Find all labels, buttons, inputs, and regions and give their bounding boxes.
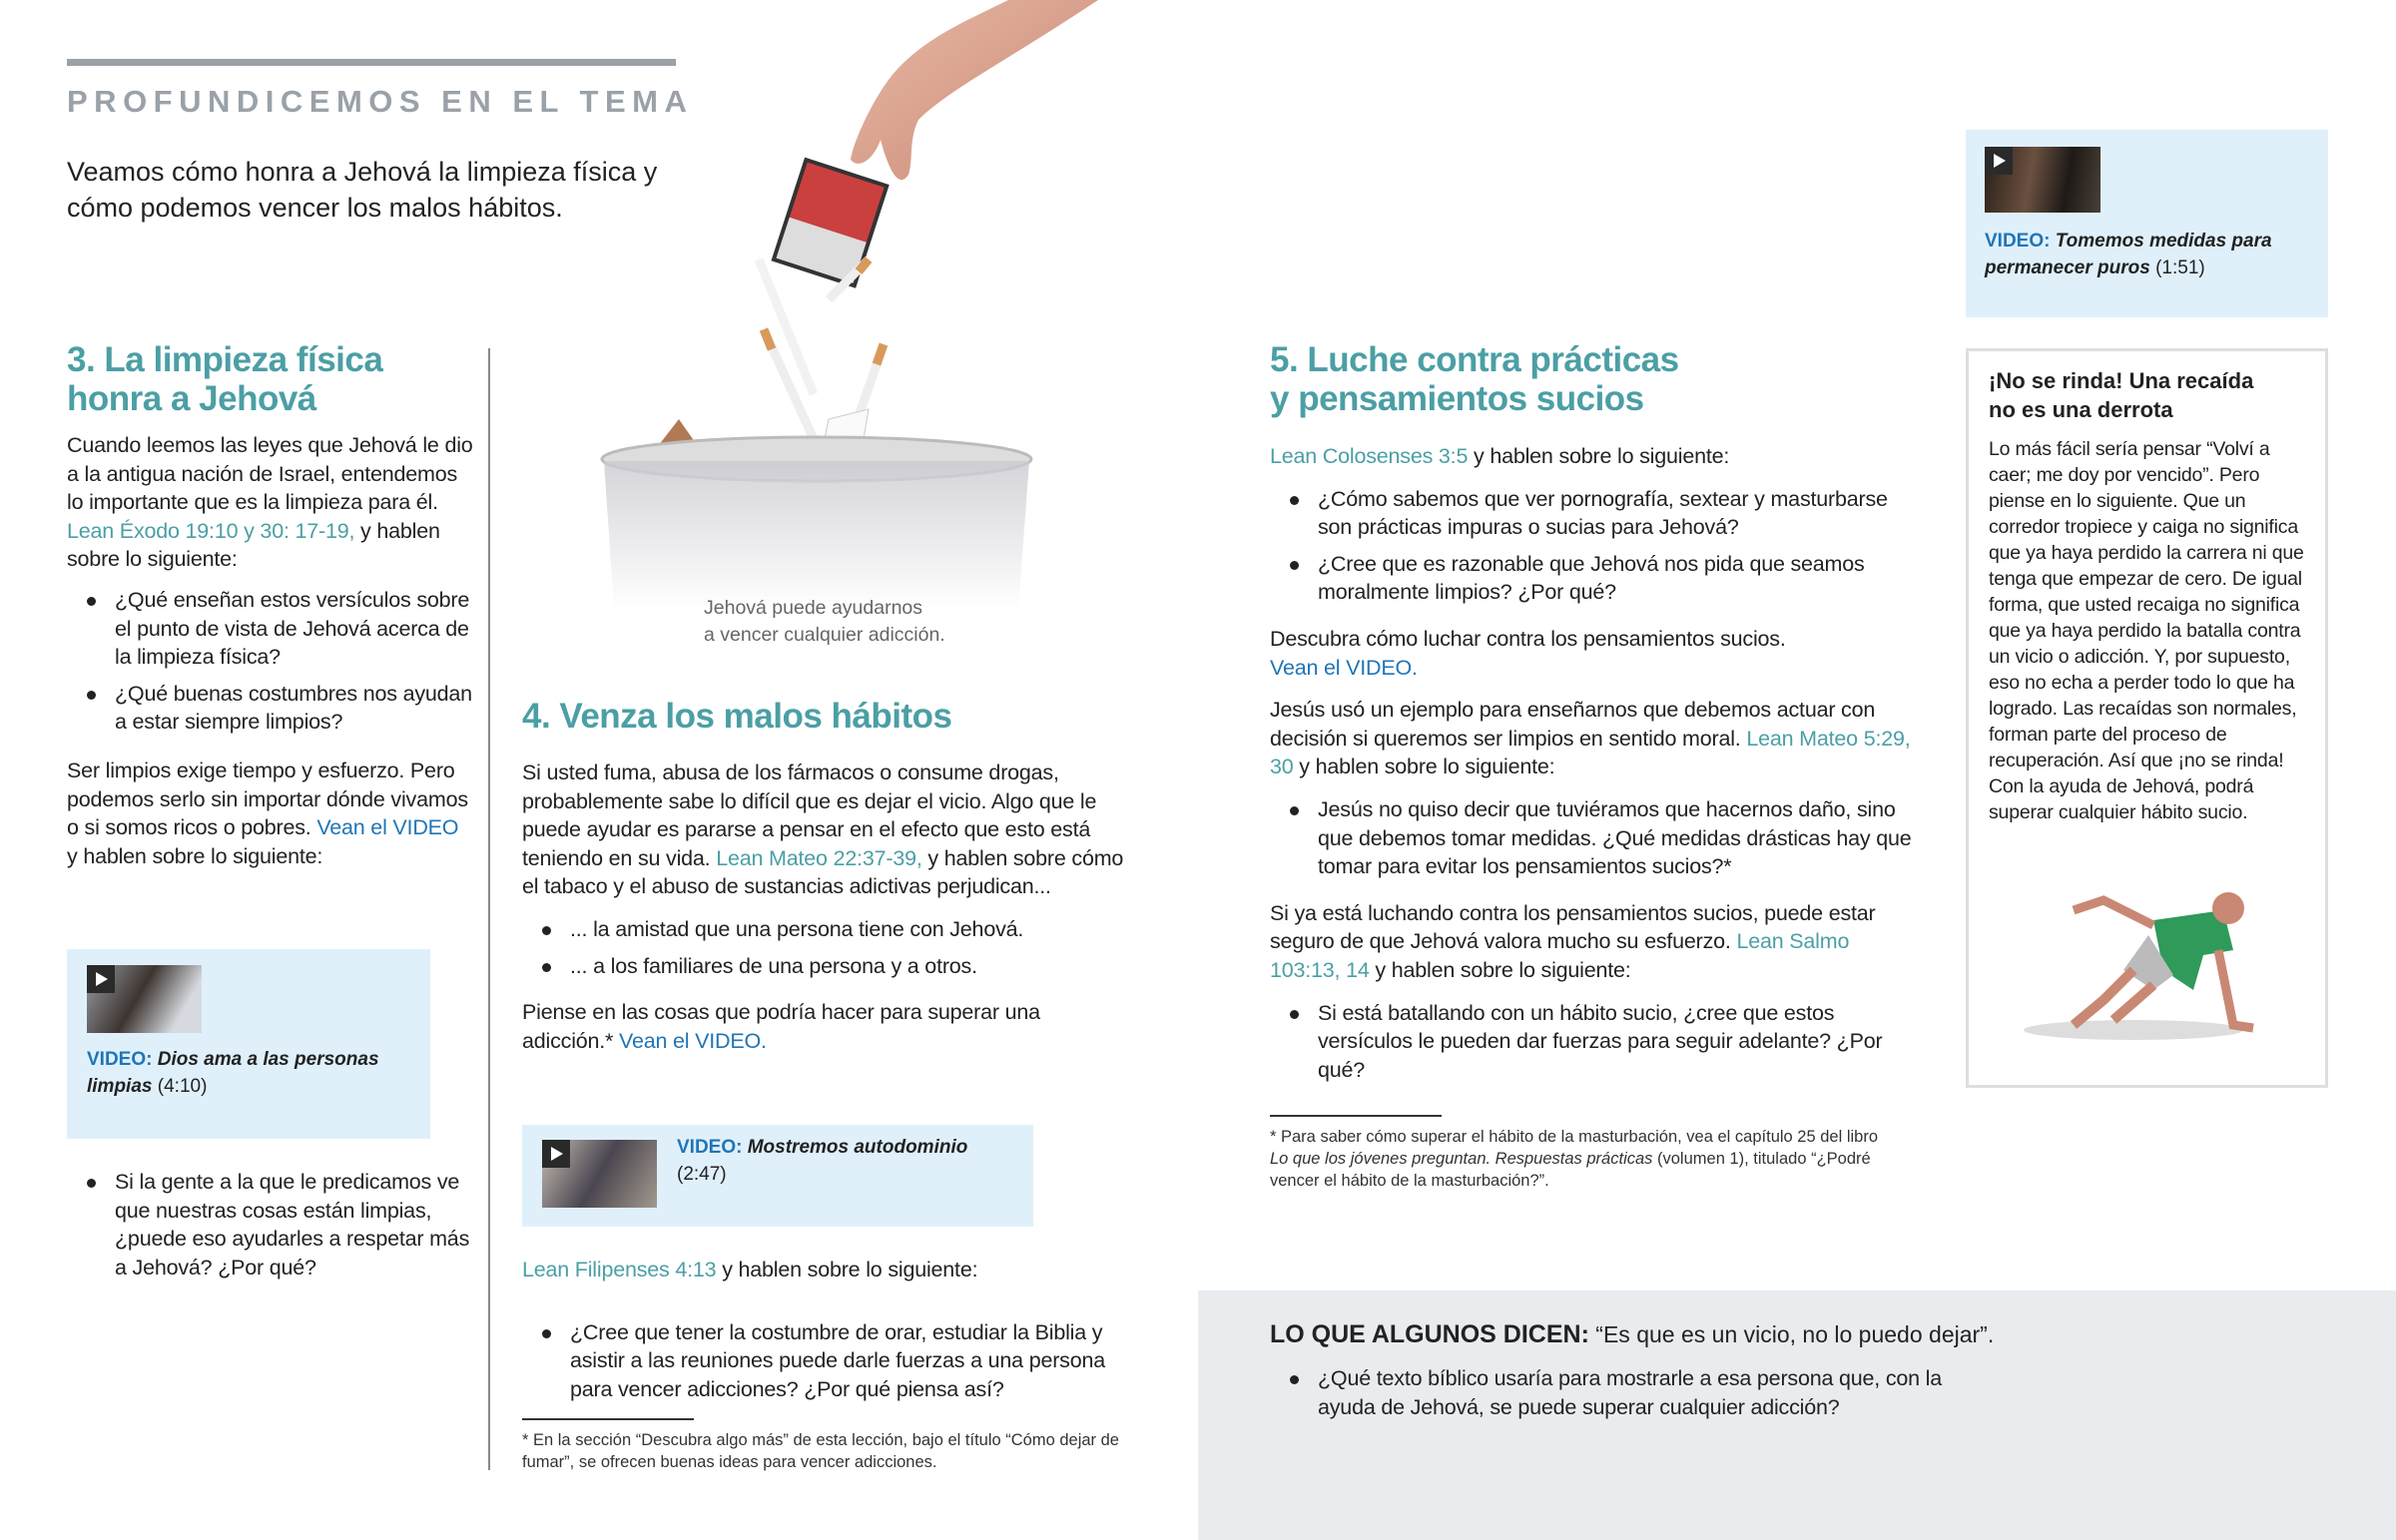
panel-heading bbox=[1270, 1320, 1994, 1349]
text: Piense en las cosas que podría hacer para superar una adicción.* bbox=[522, 1000, 1040, 1053]
video-duration: (4:10) bbox=[157, 1076, 208, 1097]
question-list bbox=[1270, 485, 1914, 607]
section-3-column bbox=[67, 431, 474, 870]
text: * Para saber cómo superar el hábito de la masturbación, vea el capítulo 25 del libro bbox=[1270, 1128, 1879, 1146]
section-3-title bbox=[67, 340, 382, 418]
footnote-rule bbox=[522, 1418, 694, 1420]
video-thumbnail[interactable] bbox=[1985, 147, 2100, 213]
list-item: Si la gente a la que le predicamos ve que nuestras cosas están limpias, ¿puede eso ayudarles a respetar más a Jehová? ¿Por qué? bbox=[67, 1168, 474, 1282]
video-card[interactable] bbox=[1966, 130, 2328, 317]
panel-questions bbox=[1270, 1364, 1969, 1429]
title-line: honra a Jehová bbox=[67, 379, 316, 418]
section-4-column-end bbox=[522, 1256, 1131, 1411]
paragraph bbox=[522, 759, 1131, 901]
book-title: Lo que los jóvenes preguntan. Respuestas prácticas bbox=[1270, 1150, 1653, 1168]
text: y hablen sobre lo siguiente: bbox=[67, 518, 440, 572]
paragraph bbox=[522, 998, 1131, 1055]
paragraph bbox=[1270, 625, 1914, 682]
video-label: VIDEO: bbox=[87, 1049, 153, 1070]
runner-illustration bbox=[2004, 880, 2278, 1050]
footnote: * En la sección “Descubra algo más” de esta lección, bajo el título “Cómo dejar de fumar”, se ofrecen buenas ideas para vencer adicciones. bbox=[522, 1431, 1119, 1471]
scripture-link[interactable]: Lean Salmo 103:13, 14 bbox=[1270, 929, 1850, 982]
text: y hablen sobre cómo el tabaco y el abuso de sustancias adictivas perjudican... bbox=[522, 845, 1124, 899]
section-5-title bbox=[1270, 340, 1679, 418]
list-item: ¿Cree que es razonable que Jehová nos pida que seamos moralmente limpios? ¿Por qué? bbox=[1270, 550, 1914, 607]
video-title: Tomemos medidas para permanecer puros bbox=[1985, 231, 2272, 278]
section-4-title: 4. Venza los malos hábitos bbox=[522, 697, 952, 736]
paragraph bbox=[1270, 696, 1914, 781]
text: y hablen sobre lo siguiente: bbox=[67, 843, 323, 868]
scripture-link[interactable]: Lean Colosenses 3:5 bbox=[1270, 444, 1469, 468]
text: y hablen sobre lo siguiente: bbox=[1369, 957, 1631, 982]
list-item: Jesús no quiso decir que tuviéramos que hacernos daño, sino que debemos tomar medidas. ¿Qué medidas drásticas hay que tomar para evitar los pensamientos sucios?* bbox=[1270, 795, 1914, 881]
video-link[interactable]: Vean el VIDEO bbox=[316, 815, 459, 840]
play-icon[interactable] bbox=[87, 965, 115, 993]
text: Ser limpios exige tiempo y esfuerzo. Pero podemos serlo sin importar dónde vivamos o si somos ricos o pobres. bbox=[67, 758, 468, 840]
question-list bbox=[522, 915, 1131, 980]
video-label: VIDEO: bbox=[1985, 231, 2051, 252]
footnote-rule bbox=[1270, 1115, 1442, 1117]
text: y hablen sobre lo siguiente: bbox=[1468, 444, 1730, 468]
column-divider bbox=[488, 348, 490, 1470]
list-item: ¿Cree que tener la costumbre de orar, estudiar la Biblia y asistir a las reuniones puede darle fuerzas a una persona para vencer adicciones? ¿Por qué piensa así? bbox=[522, 1318, 1131, 1404]
list-item: ¿Cómo sabemos que ver pornografía, sextear y masturbarse son prácticas impuras o sucias para Jehová? bbox=[1270, 485, 1914, 542]
section-5-column bbox=[1270, 442, 1914, 1092]
video-duration: (2:47) bbox=[677, 1164, 727, 1185]
section-4-column bbox=[522, 759, 1131, 1055]
section-kicker: PROFUNDICEMOS EN EL TEMA bbox=[67, 84, 694, 119]
caption-line: a vencer cualquier adicción. bbox=[704, 624, 945, 646]
text: Jesús usó un ejemplo para enseñarnos que debemos actuar con decisión si queremos ser limpios en sentido moral. bbox=[1270, 698, 1876, 751]
list-item: ¿Qué buenas costumbres nos ayudan a estar siempre limpios? bbox=[67, 680, 474, 737]
title-line: y pensamientos sucios bbox=[1270, 379, 1644, 418]
question-list bbox=[1270, 1364, 1969, 1421]
hand-icon bbox=[851, 0, 1098, 180]
video-thumbnail[interactable] bbox=[542, 1140, 657, 1208]
text: Si usted fuma, abusa de los fármacos o consume drogas, probablemente sabe lo difícil que es dejar el vicio. Algo que le puede ayudar es pararse a pensar en el efecto que esto está teniendo en su vida. bbox=[522, 761, 1097, 870]
paragraph bbox=[522, 1256, 1131, 1284]
video-duration: (1:51) bbox=[2155, 257, 2205, 278]
question-list bbox=[67, 586, 474, 737]
list-item: Si está batallando con un hábito sucio, ¿cree que estos versículos le pueden dar fuerzas para seguir adelante? ¿Por qué? bbox=[1270, 999, 1914, 1085]
video-caption bbox=[87, 1046, 406, 1100]
list-item: ¿Qué enseñan estos versículos sobre el punto de vista de Jehová acerca de la limpieza física? bbox=[67, 586, 474, 672]
panel-label: LO QUE ALGUNOS DICEN: bbox=[1270, 1320, 1589, 1348]
scripture-link[interactable]: Lean Filipenses 4:13 bbox=[522, 1258, 717, 1282]
box-body: Lo más fácil sería pensar “Volví a caer; me doy por vencido”. Pero piense en lo siguiente. Que un corredor tropiece y caiga no significa que ya haya perdido la carrera ni que tenga que empezar de cero. De igual forma, que usted recaiga no significa que ya haya perdido la batalla contra un vicio o adicción. Y, por supuesto, eso no echa a perder todo lo que ha logrado. Las recaídas son normales, forman parte del proceso de recuperación. Así que ¡no se rinda! Con la ayuda de Jehová, podrá superar cualquier hábito sucio. bbox=[1989, 438, 2304, 823]
cigarette-pack-icon bbox=[774, 160, 887, 285]
trash-illustration bbox=[589, 0, 1108, 611]
paragraph bbox=[67, 431, 474, 574]
footnote bbox=[1270, 1126, 1889, 1192]
intro-text: Veamos cómo honra a Jehová la limpieza física y cómo podemos vencer los malos hábitos. bbox=[67, 157, 658, 223]
text: (volumen 1), titulado “¿Podré vencer el hábito de la masturbación?”. bbox=[1270, 1150, 1871, 1190]
list-item: ... la amistad que una persona tiene con Jehová. bbox=[522, 915, 1131, 944]
video-title: Mostremos autodominio bbox=[747, 1137, 968, 1158]
video-link[interactable]: Vean el VIDEO. bbox=[619, 1028, 767, 1053]
scripture-link[interactable]: Lean Mateo 5:29, 30 bbox=[1270, 726, 1911, 779]
text: Cuando leemos las leyes que Jehová le dio a la antigua nación de Israel, entendemos lo importante que es la limpieza para él. bbox=[67, 433, 473, 515]
video-caption bbox=[1985, 228, 2304, 281]
question-list bbox=[1270, 795, 1914, 881]
caption-line: Jehová puede ayudarnos bbox=[704, 597, 923, 619]
header-rule bbox=[67, 59, 676, 66]
question-list bbox=[1270, 999, 1914, 1085]
panel-quote: “Es que es un vicio, no lo puedo dejar”. bbox=[1588, 1321, 1995, 1347]
section-3-column-end bbox=[67, 1168, 474, 1289]
paragraph bbox=[67, 757, 474, 870]
play-icon[interactable] bbox=[1985, 147, 2013, 175]
list-item: ¿Qué texto bíblico usaría para mostrarle a esa persona que, con la ayuda de Jehová, se puede superar cualquier adicción? bbox=[1270, 1364, 1969, 1421]
scripture-link[interactable]: Lean Éxodo 19:10 y 30: 17-19, bbox=[67, 518, 355, 543]
video-label: VIDEO: bbox=[677, 1137, 743, 1158]
title-line: 3. La limpieza física bbox=[67, 340, 383, 379]
video-caption bbox=[677, 1134, 1016, 1188]
title-line: no es una derrota bbox=[1989, 397, 2173, 422]
video-link[interactable]: Vean el VIDEO. bbox=[1270, 655, 1418, 680]
play-icon[interactable] bbox=[542, 1140, 570, 1168]
video-thumbnail[interactable] bbox=[87, 965, 202, 1033]
paragraph bbox=[1270, 442, 1914, 471]
paragraph bbox=[1270, 899, 1914, 985]
question-list bbox=[522, 1318, 1131, 1404]
video-title: Dios ama a las personas limpias bbox=[87, 1049, 379, 1097]
text: y hablen sobre lo siguiente: bbox=[1293, 755, 1555, 779]
video-card[interactable] bbox=[67, 949, 430, 1139]
video-card[interactable] bbox=[522, 1125, 1033, 1227]
question-list bbox=[67, 1168, 474, 1282]
text: y hablen sobre lo siguiente: bbox=[716, 1258, 978, 1282]
scripture-link[interactable]: Lean Mateo 22:37-39, bbox=[716, 845, 922, 870]
encouragement-box bbox=[1966, 348, 2328, 1088]
title-line: ¡No se rinda! Una recaída bbox=[1989, 368, 2254, 393]
discussion-panel bbox=[1198, 1290, 2396, 1540]
text: Si ya está luchando contra los pensamientos sucios, puede estar seguro de que Jehová valora mucho su esfuerzo. bbox=[1270, 900, 1876, 954]
text: Descubra cómo luchar contra los pensamientos sucios. bbox=[1270, 626, 1786, 651]
box-title bbox=[1989, 366, 2308, 424]
list-item: ... a los familiares de una persona y a otros. bbox=[522, 952, 1131, 981]
title-line: 5. Luche contra prácticas bbox=[1270, 340, 1679, 379]
illustration-caption bbox=[704, 595, 945, 649]
